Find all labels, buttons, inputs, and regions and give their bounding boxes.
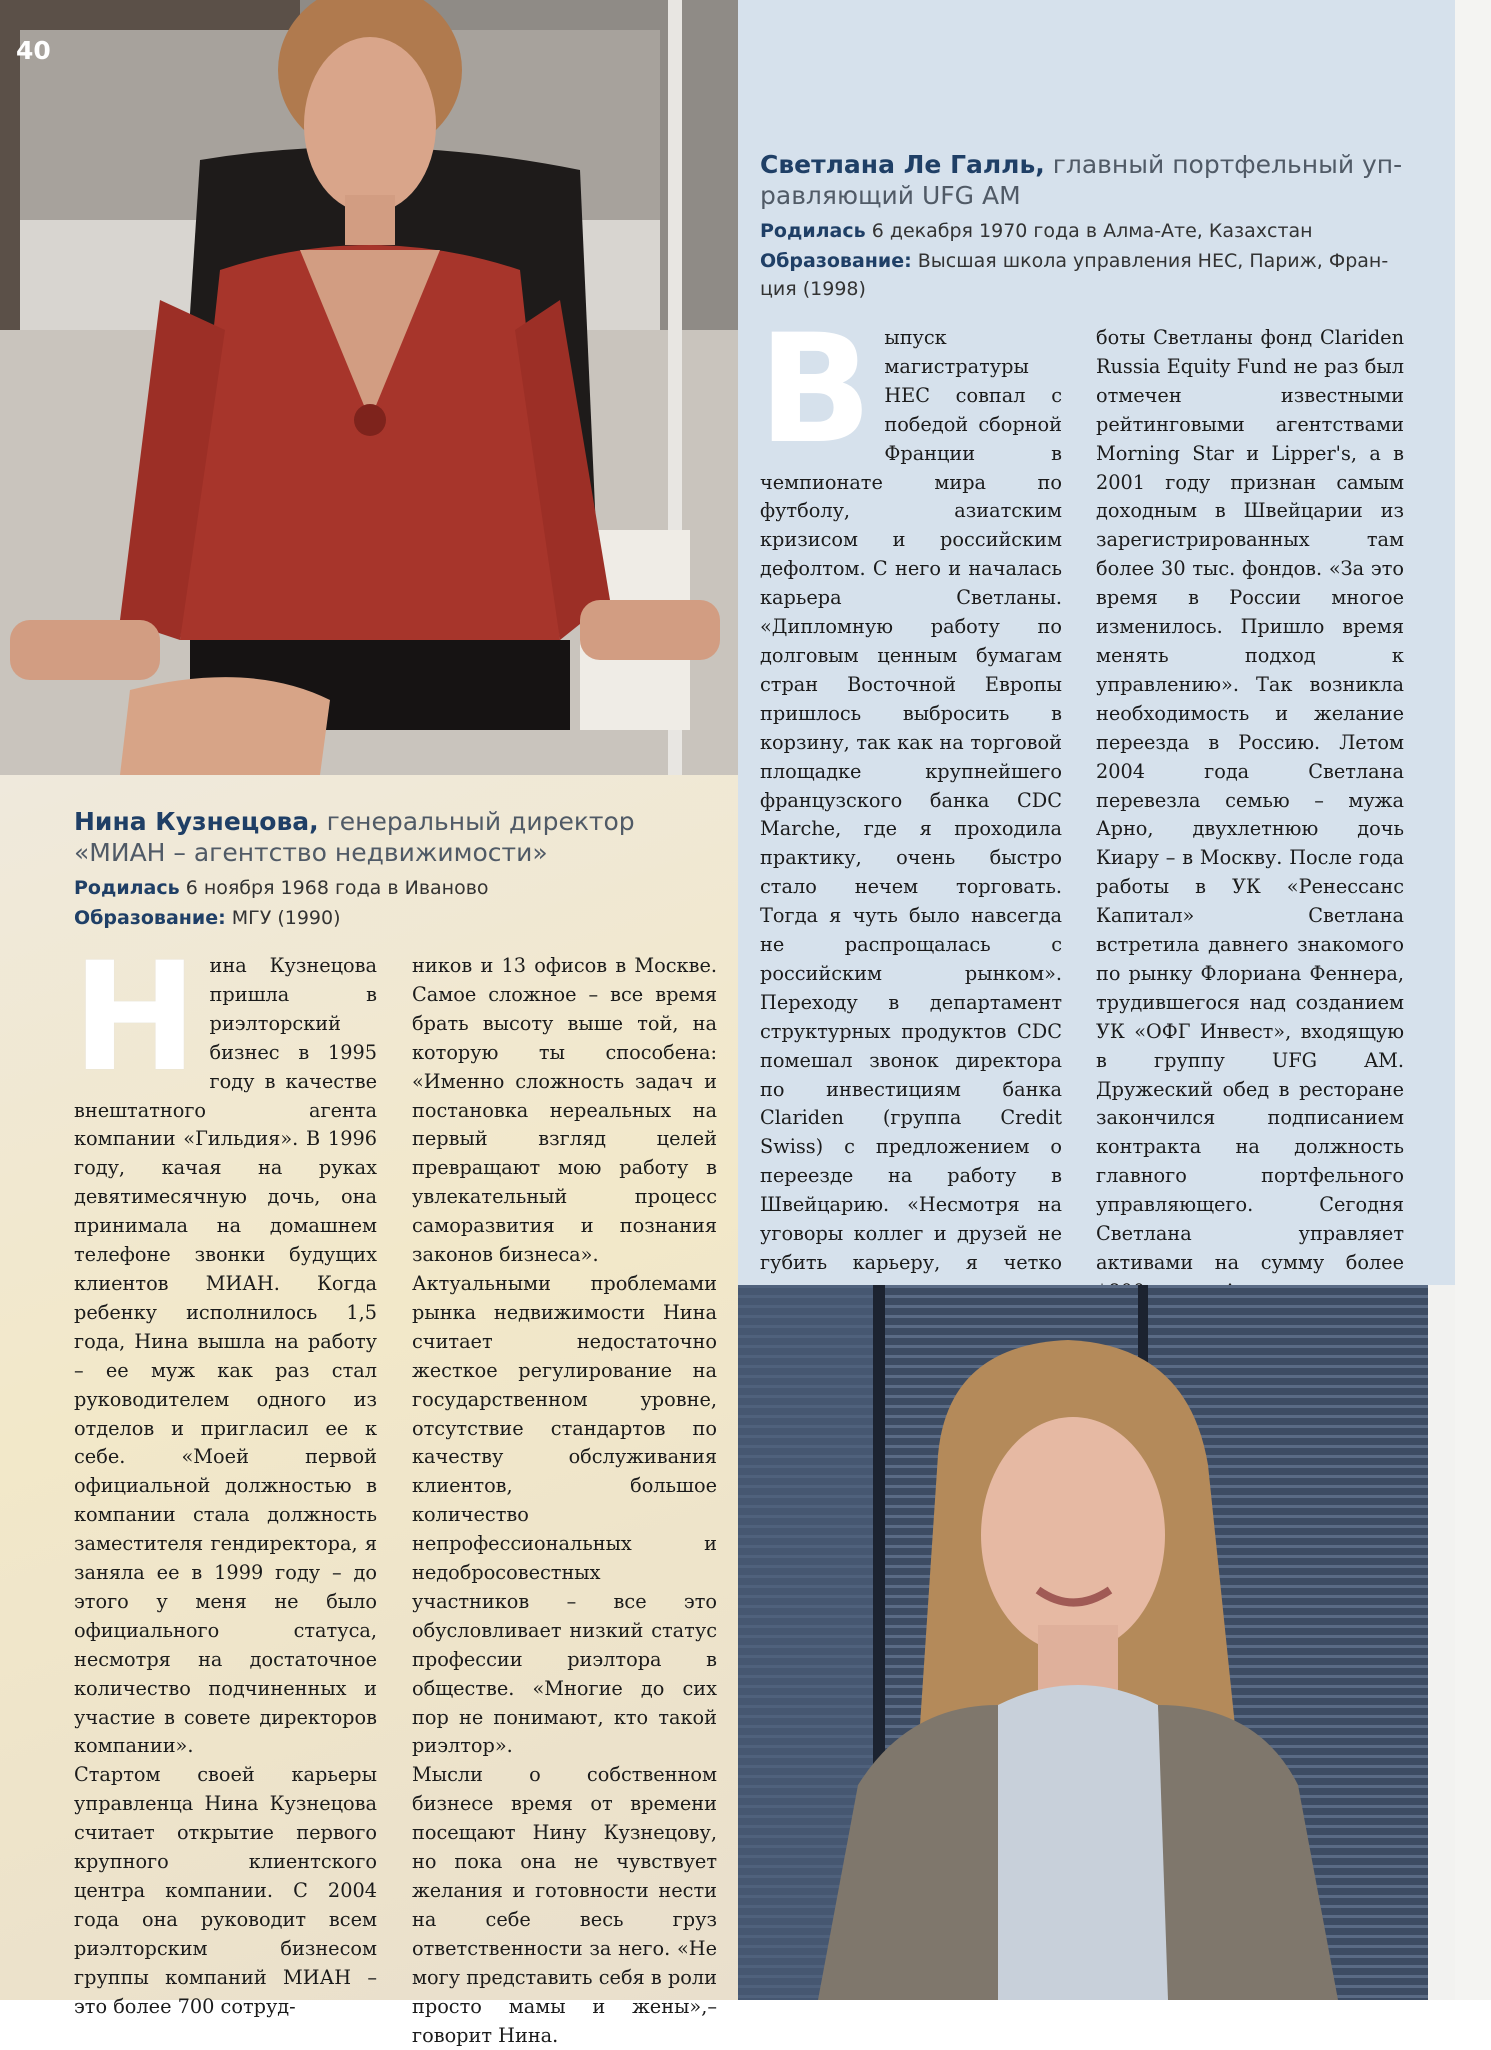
left-article-column-1	[72, 931, 377, 2022]
left-person-title-2: «МИАН – агентство недвижимости»	[74, 838, 548, 867]
portrait-illustration-right	[738, 1285, 1455, 2000]
left-col1-para-1: ина Кузнецова пришла в риэлторский бизнес в 1995 году в качестве внештатного агента компании «Гильдия». В 1996 году, качая на руках девятимесячную дочь, она принимала на домашнем телефоне звонки будущих клиентов МИАН. Когда ребенку исполнилось 1,5 года, Нина вышла на работу – ее муж как раз стал руководителем одного из отделов и пригласил ее к себе. «Моей первой официальной должностью в компании стала должность заместителя гендиректора, я заняла ее в 1999 году – до этого у меня не было официального статуса, несмотря на достаточное количество подчиненных и участие в совете директоров компании».	[74, 954, 377, 1758]
right-person-name: Светлана Ле Галль,	[760, 150, 1045, 179]
left-col2-para-1: ников и 13 офисов в Москве. Самое сложное – все время брать высоту выше той, на которую ты способена: «Именно сложность задач и постановка нереальных на первый взгляд целей превращают мою работу в увлекательный процесс саморазвития и познания законов бизнеса».	[412, 954, 717, 1267]
right-dropcap: В	[758, 303, 873, 477]
right-name-line	[760, 149, 1440, 211]
left-edu-label: Образование:	[74, 907, 226, 929]
right-edu-line	[760, 247, 1440, 303]
left-col1-para-2: Стартом своей карьеры управленца Нина Кузнецова считает открытие первого крупного клиентского центра компании. С 2004 года она руководит всем риэлторским бизнесом группы компаний МИАН – это более 700 сотруд-	[74, 1763, 377, 2018]
left-dropcap: Н	[72, 931, 198, 1105]
left-born-line	[74, 874, 714, 902]
right-edu-value-2: ция (1998)	[760, 278, 866, 300]
left-bio-header	[74, 806, 714, 932]
right-person-title-2: равляющий UFG AM	[760, 181, 1021, 210]
portrait-photo-right	[738, 1285, 1455, 2000]
right-article-column-2	[1096, 324, 1404, 1394]
right-edu-label: Образование:	[760, 250, 912, 272]
portrait-illustration-left	[0, 0, 738, 775]
left-col2-para-3: Мысли о собственном бизнесе время от времени посещают Нину Кузнецову, но пока она не чувствует желания и готовности нести на себе весь груз ответственности за него. «Не могу представить себя в роли просто мамы и жены»,– говорит Нина.	[412, 1763, 717, 2047]
right-born-label: Родилась	[760, 220, 866, 242]
portrait-photo-left	[0, 0, 738, 775]
right-article-column-1	[758, 303, 1062, 1451]
left-name-line	[74, 806, 714, 868]
left-edu-value: МГУ (1990)	[225, 907, 341, 929]
right-edu-value: Высшая школа управления HEC, Париж, Фран-	[911, 250, 1389, 272]
left-edu-line	[74, 904, 714, 932]
right-born-value: 6 декабря 1970 года в Алма-Ате, Казахстан	[865, 220, 1313, 242]
right-col2-para-1: боты Светланы фонд Clariden Russia Equity Fund не раз был отмечен известными рейтинговыми агентствами Morning Star и Lipper's, а в 2001 году признан самым доходным в Швейцарии из зарегистрированных там более 30 тыс. фондов. «За это время в России многое изменилось. Пришло время менять подход к управлению». Так возникла необходимость и желание переезда в Россию. Летом 2004 года Светлана перевезла семью – мужа Арно, двухлетнюю дочь Киару – в Москву. После года работы в УК «Ренессанс Капитал» Светлана встретила давнего знакомого по рынку Флориана Феннера, трудившегося над созданием УК «ОФГ Инвест», входящую в группу UFG AM. Дружеский обед в ресторане закончился подписанием контракта на должность главного портфельного управляющего. Сегодня Светлана управляет активами на сумму более	[1096, 326, 1404, 1274]
left-col2-para-2: Актуальными проблемами рынка недвижимости Нина считает недостаточно жесткое регулирование на государственном уровне, отсутствие стандартов по качеству обслуживания клиентов, большое количество непрофессиональных и недобросовестных участников – все это обусловливает низкий статус профессии риэлтора в обществе. «Многие до сих пор не понимают, кто такой риэлтор».	[412, 1271, 717, 1758]
left-person-name: Нина Кузнецова,	[74, 807, 319, 836]
page-number: 40	[16, 36, 51, 65]
right-born-line	[760, 217, 1440, 245]
left-born-label: Родилась	[74, 877, 180, 899]
right-person-title-1: главный портфельный уп-	[1044, 150, 1403, 179]
page-edge	[1455, 0, 1491, 2000]
left-born-value: 6 ноября 1968 года в Иваново	[179, 877, 489, 899]
right-bio-header	[760, 149, 1440, 303]
right-col1-para-1: ыпуск магистратуры HEC совпал с победой сборной Франции в чемпионате мира по футболу, азиатским кризисом и российским дефолтом. С него и началась карьера Светланы. «Дипломную работу по долговым ценным бумагам стран Восточной Европы пришлось выбросить в корзину, так как на торговой площадке крупнейшего французского банка CDC Marche, где я проходила практику, очень быстро стало нечем торговать. Тогда я чуть было навсегда не распрощалась с российским рынком». Переходу в департамент структурных продуктов CDC помешал звонок директора по инвестициям банка Clariden (группа Credit Swiss) с предложением о переезде на работу в Швейцарию. «Несмотря на уговоры коллег и друзей не губить карьеру, я четко	[760, 326, 1062, 1274]
left-article-column-2	[412, 952, 717, 2050]
left-person-title-1: генеральный директор	[318, 807, 635, 836]
